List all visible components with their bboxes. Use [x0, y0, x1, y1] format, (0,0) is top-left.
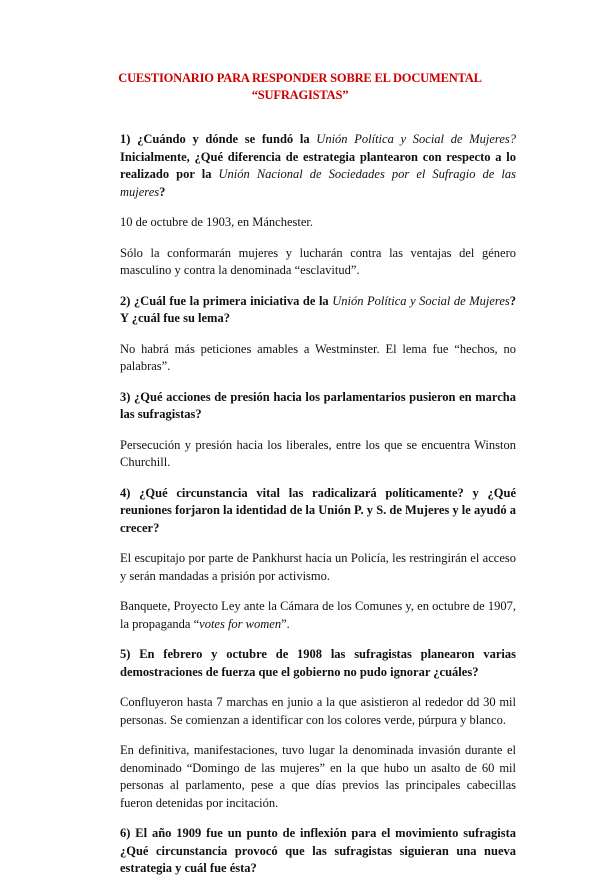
question-1-text-b: Inicialmente, ¿Qué diferencia de estrategia plantearon con respecto a lo realizado por la: [120, 149, 516, 181]
question-6: 6) El año 1909 fue un punto de inflexión para el movimiento sufragista ¿Qué circunstancia provocó que las sufragistas siguieran una nueva estrategia y cuál fue ésta?: [120, 826, 516, 875]
question-1-text-c: ?: [159, 184, 166, 199]
answer-1-paragraph-2: Sólo la conformarán mujeres y lucharán contra las ventajas del género masculino y contra la denominada “esclavitud”.: [120, 245, 516, 277]
answer-4-paragraph-2: [120, 598, 516, 633]
question-2-text-a: 2) ¿Cuál fue la primera iniciativa de la: [120, 293, 333, 308]
answer-5-paragraph-1: Confluyeron hasta 7 marchas en junio a la que asistieron al rededor dd 30 mil personas. Se comienzan a identificar con los colores verde, púrpura y blanco.: [120, 695, 516, 727]
question-1: [120, 131, 516, 201]
answer-1-paragraph-1: 10 de octubre de 1903, en Mánchester.: [120, 215, 313, 229]
question-1-text-a: 1) ¿Cuándo y dónde se fundó la: [120, 132, 317, 146]
answer-4-paragraph-1: El escupitajo por parte de Pankhurst hacia un Policía, les restringirán el acceso y serán mandadas a prisión por activismo.: [120, 551, 516, 583]
answer-2-paragraph-1: No habrá más peticiones amables a Westminster. El lema fue “hechos, no palabras”.: [120, 341, 516, 373]
answer-4-text-a: Banquete, Proyecto Ley ante la Cámara de los Comunes y, en octubre de 1907, la propaganda “: [120, 599, 516, 631]
question-1-italic-a: Unión Política y Social de Mujeres?: [316, 132, 516, 146]
answer-4-italic-a: votes for women: [199, 616, 282, 631]
question-4: 4) ¿Qué circunstancia vital las radicalizará políticamente? y ¿Qué reuniones forjaron la identidad de la Unión P. y S. de Mujeres y le ayudó a crecer?: [120, 485, 516, 535]
question-5: 5) En febrero y octubre de 1908 las sufragistas planearon varias demostraciones de fuerza que el gobierno no pudo ignorar ¿cuáles?: [120, 647, 516, 679]
question-1-italic-b: Unión Nacional de Sociedades por el Sufragio de las mujeres: [120, 167, 516, 199]
question-2: [120, 293, 516, 328]
title-line-2: “SUFRAGISTAS”: [251, 88, 349, 102]
question-2-italic-a: Unión Política y Social de Mujeres: [332, 293, 510, 308]
answer-3-paragraph-1: Persecución y presión hacia los liberales, entre los que se encuentra Winston Churchill.: [120, 437, 516, 469]
question-2-text-b: ? Y ¿cuál fue su lema?: [120, 293, 516, 325]
questionnaire-body: [120, 131, 516, 891]
document-title: [100, 70, 500, 104]
title-line-1: CUESTIONARIO PARA RESPONDER SOBRE EL DOCUMENTAL: [118, 71, 482, 85]
answer-4-text-b: ”.: [281, 616, 290, 631]
answer-5-paragraph-2: En definitiva, manifestaciones, tuvo lugar la denominada invasión durante el denominado “Domingo de las mujeres” en la que hubo un asalto de 60 mil personas al parlamento, pese a que días previos las principales cabecillas fueron detenidas por incitación.: [120, 743, 516, 810]
question-3: 3) ¿Qué acciones de presión hacia los parlamentarios pusieron en marcha las sufragistas?: [120, 389, 516, 421]
